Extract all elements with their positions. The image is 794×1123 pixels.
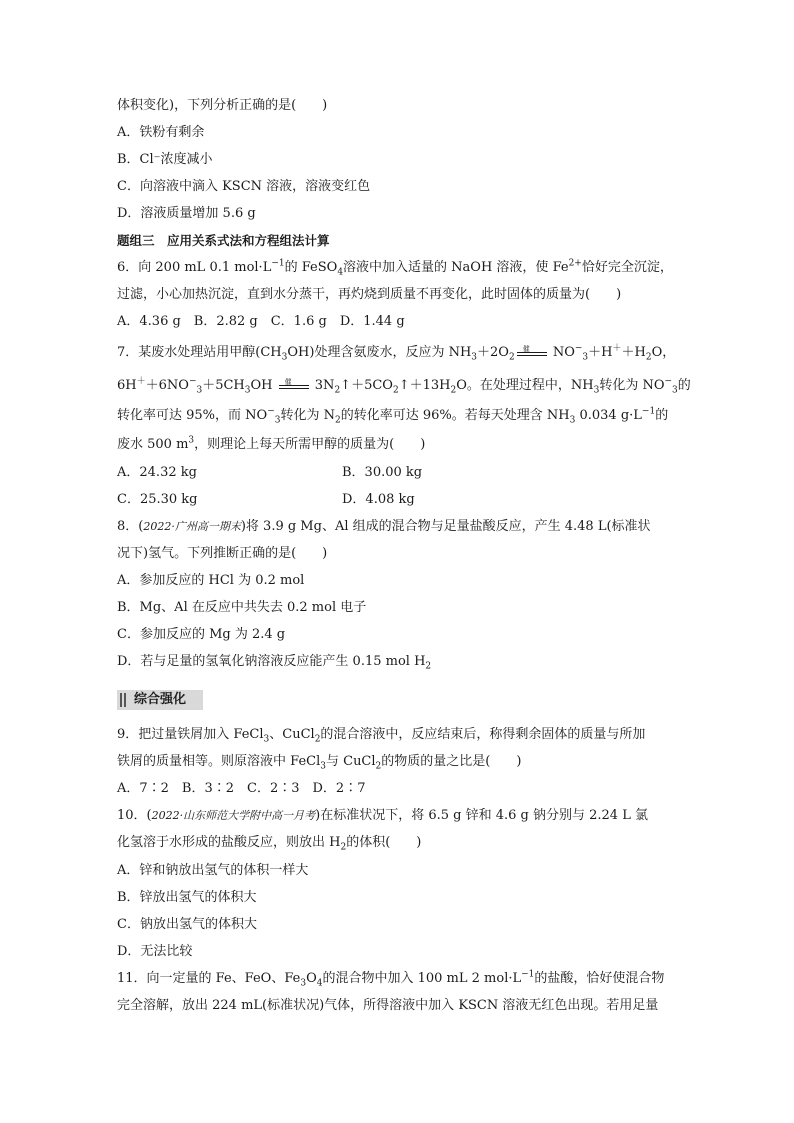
q10-option-d: D．无法比较	[117, 944, 193, 959]
q5-option-a: A．铁粉有剩余	[117, 125, 205, 140]
q7-line-2: $6H^++6NO^-_3+5CH_3OH$ 催 $3N_2↑+5CO_2↑+13H_2O$。在处理过程中，$NH_3$转化为 $NO^-_3$的	[117, 376, 691, 396]
q5-option-b: B．Cl⁻浓度减小	[117, 152, 213, 167]
q7-option-c: C．25.30 kg	[117, 492, 198, 507]
q10-line-1: 10．(2022·山东师范大学附中高一月考)在标准状况下，将 6.5 g 锌和 4.6 g 钠分别与 2.24 L 氯	[117, 808, 648, 823]
q8-option-a: A．参加反应的 HCl 为 0.2 mol	[117, 573, 305, 588]
reaction-condition-arrow: 催	[277, 376, 311, 396]
q5-stem: 体积变化)，下列分析正确的是( )	[117, 98, 328, 113]
q7-option-b: B．30.00 kg	[342, 465, 423, 480]
q6-line-2: 过滤，小心加热沉淀，直到水分蒸干，再灼烧到质量不再变化，此时固体的质量为( )	[117, 287, 622, 302]
q6-line-1: 6．向 200 mL 0.1 $mol\cdot L^{-1}$的 FeSO$_4$溶液中加入适量的 NaOH 溶液，使 $Fe^{2+}$恰好完全沉淀，	[117, 258, 673, 278]
q11-line-1: 11．向一定量的 Fe、FeO、$Fe_3O_4$的混合物中加入 100 mL 2 $mol\cdot L^{-1}$的盐酸，恰好使混合物	[117, 969, 665, 989]
q9-line-2: 铁屑的质量相等。则原溶液中 FeCl$_3$与 CuCl$_2$的物质的量之比是( )	[117, 754, 522, 772]
banner-title: 综合强化	[134, 692, 187, 707]
reaction-condition-arrow: 催	[515, 343, 549, 363]
q7-line-4: 废水 500 $m^3$，则理论上每天所需甲醇的质量为( )	[117, 435, 426, 452]
q9-line-1: 9．把过量铁屑加入 FeCl$_3$、CuCl$_2$的混合溶液中，反应结束后，称得剩余固体的质量与所加	[117, 727, 646, 745]
q7-line-1: 7．某废水处理站用甲醇$(CH_3OH)$处理含氨废水，反应为 $NH_3+2O_2$ 催 $NO^-_3+H^++H_2O$，	[117, 343, 676, 363]
q5-option-d: D．溶液质量增加 5.6 g	[117, 206, 256, 221]
q10-source: 2022·山东师范大学附中高一月考	[151, 809, 316, 822]
q10-option-c: C．钠放出氢气的体积大	[117, 917, 257, 932]
q11-line-2: 完全溶解，放出 224 mL(标准状况)气体，所得溶液中加入 KSCN 溶液无红色出现。若用足量	[117, 998, 659, 1013]
section-banner	[117, 690, 203, 710]
q8-line-1: 8．(2022·广州高一期末)将 3.9 g Mg、Al 组成的混合物与足量盐酸反应，产生 4.48 L(标准状	[117, 519, 651, 534]
q6-options: A．4.36 g B．2.82 g C．1.6 g D．1.44 g	[117, 314, 405, 329]
q10-option-b: B．锌放出氢气的体积大	[117, 890, 257, 905]
q8-option-b: B．Mg、Al 在反应中共失去 0.2 mol 电子	[117, 600, 367, 615]
q10-option-a: A．锌和钠放出氢气的体积一样大	[117, 863, 309, 878]
q9-options: A．7∶2 B．3∶2 C．2∶3 D．2∶7	[117, 781, 366, 796]
q10-line-2: 化氢溶于水形成的盐酸反应，则放出 $H_2$的体积( )	[117, 835, 422, 853]
section-title: 题组三 应用关系式法和方程组法计算	[117, 233, 330, 248]
q8-source: 2022·广州高一期末	[143, 520, 241, 533]
q7-line-3: 转化率可达 95%，而 $NO^-_3$转化为 $N_2$的转化率可达 96%。若每天处理含 $NH_3$ 0.034 $g\cdot L^{-1}$的	[117, 406, 669, 426]
q8-option-d: D．若与足量的氢氧化钠溶液反应能产生 0.15 mol $H_2$	[117, 654, 432, 672]
q7-option-d: D．4.08 kg	[342, 492, 415, 507]
q8-line-2: 况下)氢气。下列推断正确的是( )	[117, 546, 328, 561]
q8-option-c: C．参加反应的 Mg 为 2.4 g	[117, 627, 286, 642]
q5-option-c: C．向溶液中滴入 KSCN 溶液，溶液变红色	[117, 179, 371, 194]
q7-option-a: A．24.32 kg	[117, 465, 197, 480]
